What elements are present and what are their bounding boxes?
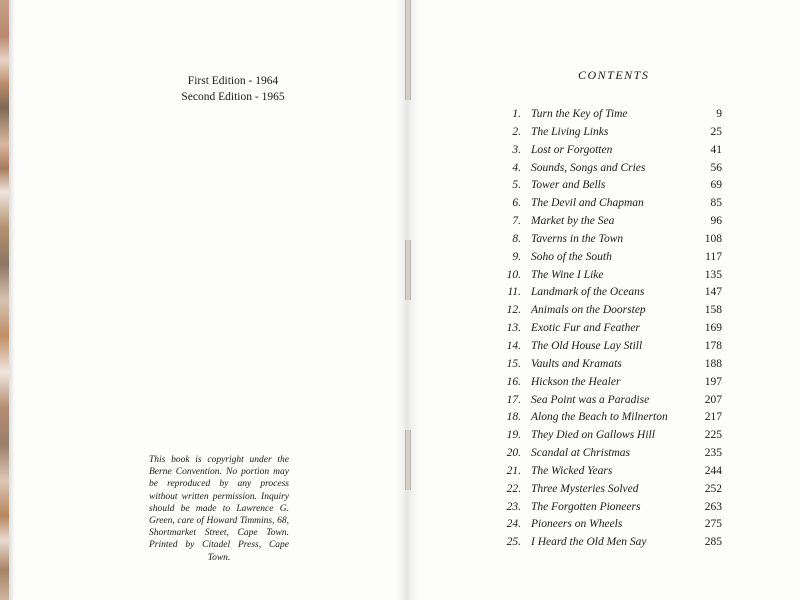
chapter-number: 21. xyxy=(506,464,521,477)
chapter-title: Sounds, Songs and Cries xyxy=(531,161,646,174)
toc-entry xyxy=(485,106,785,124)
chapter-title: Taverns in the Town xyxy=(531,232,624,245)
chapter-page-number: 188 xyxy=(704,357,722,370)
chapter-title: Animals on the Doorstep xyxy=(531,304,646,317)
chapter-number: 5. xyxy=(512,179,521,192)
toc-entry xyxy=(485,338,785,356)
toc-entry xyxy=(485,409,785,427)
chapter-title: Market by the Sea xyxy=(531,215,615,228)
chapter-title: Three Mysteries Solved xyxy=(531,482,639,495)
chapter-number: 15. xyxy=(506,357,521,370)
chapter-page-number: 69 xyxy=(710,179,722,192)
chapter-number: 8. xyxy=(512,232,521,245)
chapter-title: The Wicked Years xyxy=(531,464,613,477)
chapter-number: 20. xyxy=(506,447,521,460)
chapter-page-number: 197 xyxy=(704,375,722,388)
chapter-number: 18. xyxy=(506,411,521,424)
chapter-page-number: 244 xyxy=(704,464,722,477)
toc-entry xyxy=(485,499,785,517)
chapter-page-number: 263 xyxy=(704,500,722,513)
chapter-number: 14. xyxy=(506,339,521,352)
toc-entry xyxy=(485,516,785,534)
chapter-page-number: 108 xyxy=(704,232,722,245)
toc-entry xyxy=(485,267,785,285)
chapter-page-number: 158 xyxy=(704,304,722,317)
toc-entry xyxy=(485,177,785,195)
chapter-title: The Devil and Chapman xyxy=(531,197,644,210)
chapter-number: 10. xyxy=(506,268,521,281)
chapter-title: Pioneers on Wheels xyxy=(531,518,623,531)
toc-entry xyxy=(485,427,785,445)
chapter-page-number: 147 xyxy=(704,286,722,299)
binding-stitch xyxy=(405,240,411,300)
chapter-title: The Living Links xyxy=(531,125,609,138)
chapter-page-number: 25 xyxy=(710,125,722,138)
chapter-page-number: 217 xyxy=(704,411,722,424)
toc-entry xyxy=(485,124,785,142)
chapter-title: Hickson the Healer xyxy=(531,375,621,388)
toc-entry xyxy=(485,320,785,338)
chapter-number: 11. xyxy=(507,286,521,299)
chapter-number: 19. xyxy=(506,429,521,442)
chapter-number: 23. xyxy=(506,500,521,513)
toc-entry xyxy=(485,195,785,213)
toc-entry xyxy=(485,356,785,374)
toc-entry xyxy=(485,534,785,552)
chapter-title: Landmark of the Oceans xyxy=(531,286,645,299)
chapter-number: 9. xyxy=(512,250,521,263)
chapter-title: They Died on Gallows Hill xyxy=(531,429,655,442)
chapter-page-number: 225 xyxy=(704,429,722,442)
chapter-page-number: 178 xyxy=(704,339,722,352)
chapter-title: Sea Point was a Paradise xyxy=(531,393,650,406)
chapter-title: Scandal at Christmas xyxy=(531,447,631,460)
page-edge-strip xyxy=(0,0,9,600)
chapter-title: The Wine I Like xyxy=(531,268,604,281)
toc-entry xyxy=(485,445,785,463)
chapter-title: Lost or Forgotten xyxy=(531,143,613,156)
toc-entry xyxy=(485,463,785,481)
chapter-page-number: 135 xyxy=(704,268,722,281)
left-page xyxy=(15,0,396,600)
toc-entry xyxy=(485,213,785,231)
chapter-page-number: 169 xyxy=(704,322,722,335)
chapter-page-number: 9 xyxy=(716,108,722,120)
toc-entry xyxy=(485,231,785,249)
first-edition-line: First Edition - 1964 xyxy=(187,75,279,87)
toc-entry xyxy=(485,374,785,392)
chapter-number: 6. xyxy=(512,197,521,210)
second-edition-line: Second Edition - 1965 xyxy=(181,91,285,103)
edition-notice xyxy=(163,73,303,105)
chapter-number: 24. xyxy=(506,518,521,531)
chapter-number: 1. xyxy=(512,108,521,120)
chapter-number: 17. xyxy=(506,393,521,406)
chapter-number: 12. xyxy=(506,304,521,317)
chapter-number: 16. xyxy=(506,375,521,388)
chapter-page-number: 96 xyxy=(710,215,722,228)
chapter-page-number: 117 xyxy=(705,250,722,263)
toc-entry xyxy=(485,392,785,410)
chapter-page-number: 41 xyxy=(710,143,722,156)
chapter-page-number: 235 xyxy=(704,447,722,460)
chapter-title: I Heard the Old Men Say xyxy=(531,536,647,549)
chapter-number: 22. xyxy=(506,482,521,495)
toc-entry xyxy=(485,481,785,499)
chapter-page-number: 285 xyxy=(704,536,722,549)
contents-heading: CONTENTS xyxy=(578,68,650,82)
toc-entry xyxy=(485,284,785,302)
chapter-title: The Old House Lay Still xyxy=(531,339,643,352)
chapter-number: 3. xyxy=(512,143,521,156)
chapter-title: Soho of the South xyxy=(531,250,612,263)
copyright-notice: This book is copyright under the Berne Convention. No portion may be reproduced by any process without written permission. Inquiry should be made to Lawrence G. Green, care of Howard Timmins, 68, Shortmarket Street, Cape Town. Printed by Citadel Press, Cape Town. xyxy=(149,455,289,563)
chapter-page-number: 252 xyxy=(704,482,722,495)
chapter-title: Along the Beach to Milnerton xyxy=(531,411,668,424)
chapter-page-number: 85 xyxy=(710,197,722,210)
toc-entry xyxy=(485,302,785,320)
table-of-contents xyxy=(485,106,785,552)
chapter-page-number: 56 xyxy=(710,161,722,174)
chapter-page-number: 275 xyxy=(704,518,722,531)
binding-stitch xyxy=(405,430,411,490)
chapter-number: 2. xyxy=(512,125,521,138)
chapter-title: Vaults and Kramats xyxy=(531,357,622,370)
chapter-number: 7. xyxy=(512,215,521,228)
toc-entry xyxy=(485,142,785,160)
chapter-title: Turn the Key of Time xyxy=(531,108,628,120)
right-page xyxy=(420,0,800,600)
chapter-number: 25. xyxy=(506,536,521,549)
chapter-title: Tower and Bells xyxy=(531,179,606,192)
binding-stitch xyxy=(405,0,411,100)
toc-entry xyxy=(485,160,785,178)
toc-entry xyxy=(485,249,785,267)
chapter-number: 13. xyxy=(506,322,521,335)
chapter-title: Exotic Fur and Feather xyxy=(531,322,640,335)
chapter-number: 4. xyxy=(512,161,521,174)
chapter-page-number: 207 xyxy=(704,393,722,406)
chapter-title: The Forgotten Pioneers xyxy=(531,500,641,513)
